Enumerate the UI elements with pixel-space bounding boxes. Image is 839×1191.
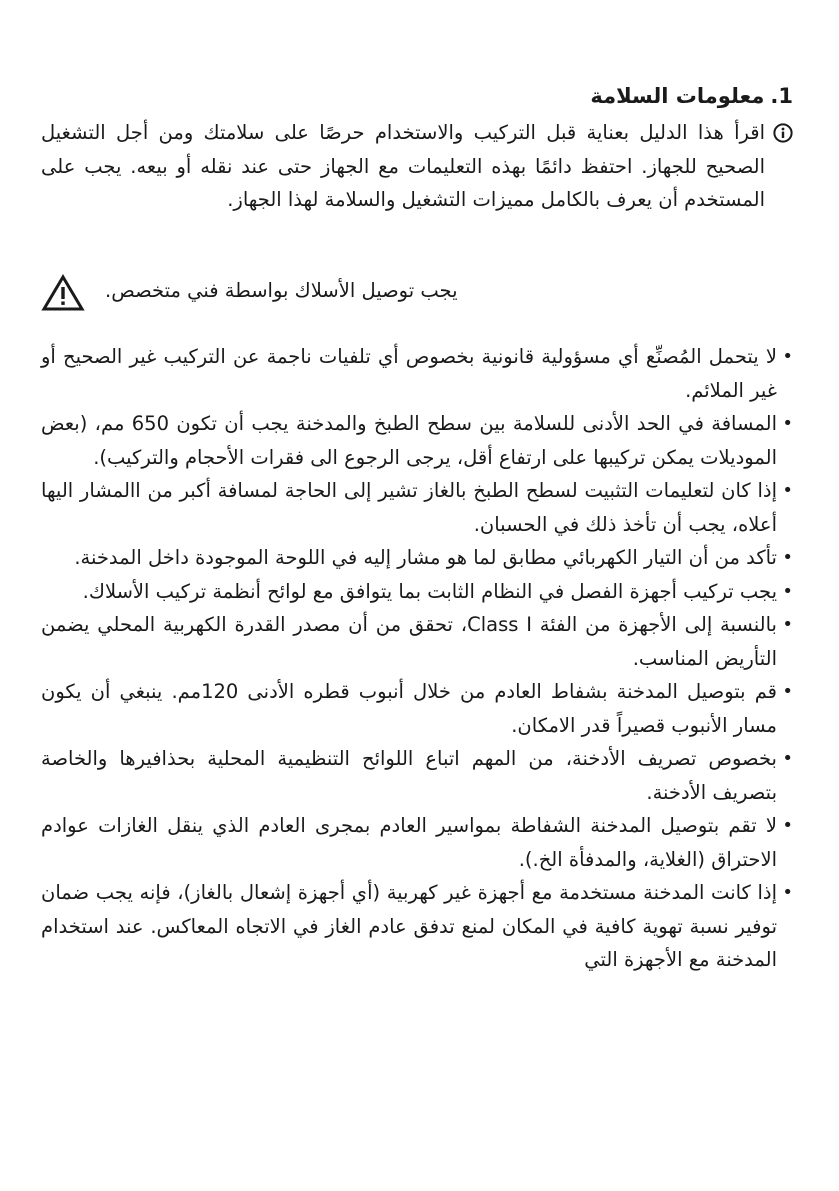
info-circle-icon (773, 123, 793, 143)
warning-notice (41, 272, 793, 316)
intro-text: اقرأ هذا الدليل بعناية قبل التركيب والاستخدام حرصًا على سلامتك ومن أجل التشغيل الصحيح للجهاز. احتفظ دائمًا بهذه التعليمات مع الجهاز حتى عند نقله أو بيعه. يجب على المستخدم أن يعرف بالكامل مميزات التشغيل والسلامة لهذا الجهاز. (41, 121, 765, 211)
list-item: • تأكد من أن التيار الكهربائي مطابق لما هو مشار إليه في اللوحة الموجودة داخل المدخنة. (41, 541, 793, 575)
list-item: • لا تقم بتوصيل المدخنة الشفاطة بمواسير العادم بمجرى العادم الذي ينقل الغازات عوادم الاحتراق (الغلاية، والمدفأة الخ.). (41, 809, 793, 876)
section-number: 1. (770, 84, 793, 108)
warning-triangle-icon (41, 274, 85, 312)
list-item: • المسافة في الحد الأدنى للسلامة بين سطح الطبخ والمدخنة يجب أن تكون 650 مم، (بعض الموديلات يمكن تركيبها على ارتفاع أقل، يرجى الرجوع الى فقرات الأحجام والتركيب). (41, 407, 793, 474)
section-heading (590, 81, 793, 111)
warning-text: يجب توصيل الأسلاك بواسطة فني متخصص. (105, 279, 458, 302)
section-title: معلومات السلامة (590, 84, 765, 108)
list-item: • إذا كانت المدخنة مستخدمة مع أجهزة غير كهربية (أي أجهزة إشعال بالغاز)، فإنه يجب ضمان توفير نسبة تهوية كافية في المكان لمنع تدفق عادم الغاز في الاتجاه المعاكس. عند استخدام المدخنة مع الأجهزة التي (41, 876, 793, 977)
list-item: • يجب تركيب أجهزة الفصل في النظام الثابت بما يتوافق مع لوائح أنظمة تركيب الأسلاك. (41, 575, 793, 609)
list-item: • لا يتحمل المُصنِّع أي مسؤولية قانونية بخصوص أي تلفيات ناجمة عن التركيب غير الصحيح أو غير الملائم. (41, 340, 793, 407)
safety-list (41, 340, 793, 977)
intro-paragraph (41, 116, 793, 217)
list-item: • بالنسبة إلى الأجهزة من الفئة Class I، تحقق من أن مصدر القدرة الكهربية المحلي يضمن التأريض المناسب. (41, 608, 793, 675)
list-item: • بخصوص تصريف الأدخنة، من المهم اتباع اللوائح التنظيمية المحلية بحذافيرها والخاصة بتصريف الأدخنة. (41, 742, 793, 809)
list-item: • إذا كان لتعليمات التثبيت لسطح الطبخ بالغاز تشير إلى الحاجة لمسافة أكبر من االمشار اليها أعلاه، يجب أن تأخذ ذلك في الحسبان. (41, 474, 793, 541)
list-item: • قم بتوصيل المدخنة بشفاط العادم من خلال أنبوب قطره الأدنى 120مم. ينبغي أن يكون مسار الأنبوب قصيراً قدر الامكان. (41, 675, 793, 742)
